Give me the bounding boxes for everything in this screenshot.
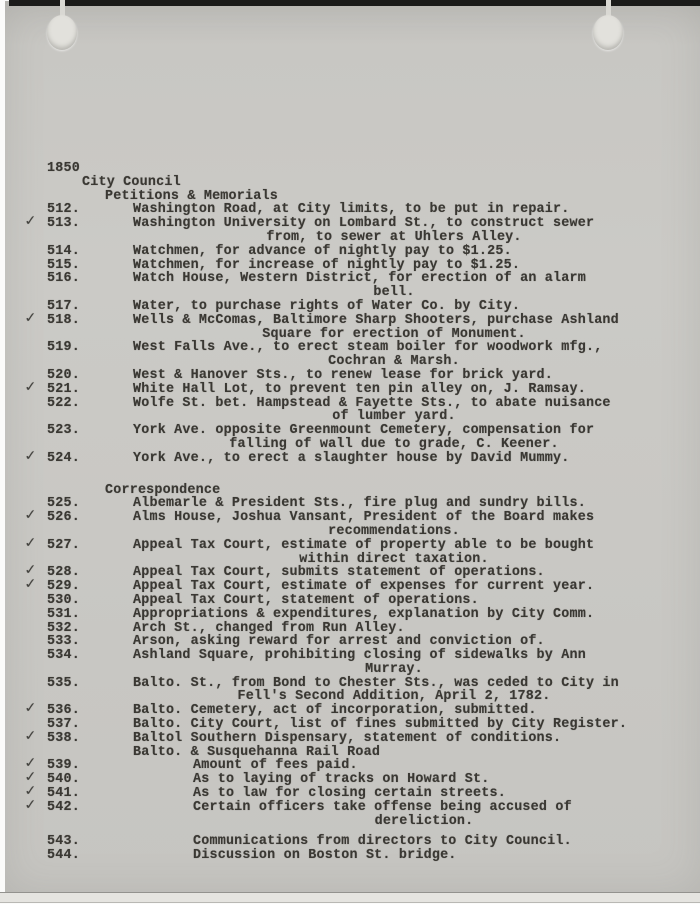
entry-number: 533. (47, 634, 80, 650)
entry-number: 524. (47, 450, 80, 466)
entry-description (133, 341, 655, 369)
entry-number: 520. (47, 367, 80, 383)
entry-row (0, 300, 700, 314)
entry-row (0, 594, 700, 608)
entry-number: 543. (47, 834, 80, 850)
entry-text-continuation: Square for erection of Monument. (262, 326, 526, 342)
entry-text: Albemarle & President Sts., fire plug and sundry bills. (133, 496, 586, 512)
checkmark-icon: ✓ (24, 309, 37, 328)
entry-row (0, 424, 700, 452)
entry-text: Appeal Tax Court, submits statement of operations. (133, 565, 545, 581)
entry-number: 517. (47, 298, 80, 314)
entry-text: Arch St., changed from Run Alley. (133, 620, 405, 636)
entry-row (0, 245, 700, 259)
entry-number: 537. (47, 717, 80, 733)
entry-text: Washington University on Lombard St., to construct sewer (133, 216, 595, 232)
binding-bar (9, 0, 700, 6)
entry-description (133, 383, 655, 397)
entry-description (133, 849, 655, 863)
entry-number: 544. (47, 848, 80, 864)
entry-description (133, 732, 655, 746)
entry-description (133, 369, 655, 383)
entry-row (0, 447, 700, 466)
entry-number: 519. (47, 340, 80, 356)
checkmark-icon: ✓ (24, 575, 37, 594)
entry-text: White Hall Lot, to prevent ten pin alley on, J. Ramsay. (133, 381, 586, 397)
entry-text: Certain officers take offense being accused of (193, 799, 572, 815)
entry-row (0, 796, 700, 829)
entry-text: Appropriations & expenditures, explanation by City Comm. (133, 606, 595, 622)
entry-text: Wells & McComas, Baltimore Sharp Shooters, purchase Ashland (133, 312, 619, 328)
entry-text: Discussion on Boston St. bridge. (193, 848, 457, 864)
entry-description (133, 787, 655, 801)
entry-number: 528. (47, 565, 80, 581)
entry-text: York Ave. opposite Greenmount Cemetery, compensation for (133, 423, 595, 439)
entry-text: Arson, asking reward for arrest and conviction of. (133, 634, 545, 650)
entry-description (133, 424, 655, 452)
entry-description (133, 217, 655, 245)
entry-number: 538. (47, 730, 80, 746)
checkmark-icon: ✓ (24, 506, 37, 525)
entry-description (133, 300, 655, 314)
entry-description (133, 773, 655, 787)
entry-text: Watch House, Western District, for erection of an alarm (133, 271, 586, 287)
entry-text: Appeal Tax Court, statement of operations. (133, 592, 479, 608)
entry-text: Amount of fees paid. (193, 758, 358, 774)
entry-row (0, 677, 700, 705)
entry-number: 513. (47, 216, 80, 232)
entry-text: Watchmen, for increase of nightly pay to $1.25. (133, 257, 521, 273)
entry-text-continuation: recommendations. (328, 523, 460, 539)
entry-row (0, 341, 700, 369)
entry-text-continuation: bell. (373, 285, 415, 301)
checkmark-icon: ✓ (24, 447, 37, 466)
entry-row (0, 575, 700, 595)
entry-text: Watchmen, for advance of nightly pay to $1.25. (133, 243, 512, 259)
entry-description (133, 539, 655, 567)
entry-description (133, 511, 655, 539)
entry-row (0, 608, 700, 622)
entry-number: 530. (47, 592, 80, 608)
checkmark-icon: ✓ (24, 561, 37, 580)
entry-text: Alms House, Joshua Vansant, President of the Board makes (133, 510, 595, 526)
section-heading: Correspondence (105, 482, 221, 498)
document-body (0, 162, 700, 863)
entry-number: 539. (47, 758, 80, 774)
entry-text-continuation: of lumber yard. (332, 409, 456, 425)
entry-number: 535. (47, 675, 80, 691)
entry-number: 515. (47, 257, 80, 273)
entry-description (133, 594, 655, 608)
entry-row (0, 506, 700, 539)
checkmark-icon: ✓ (24, 782, 37, 801)
checkmark-icon: ✓ (24, 378, 37, 397)
entry-number: 536. (47, 703, 80, 719)
entry-number: 516. (47, 271, 80, 287)
entry-number: 526. (47, 510, 80, 526)
entry-number: 523. (47, 423, 80, 439)
entry-description (133, 801, 655, 829)
checkmark-icon: ✓ (24, 796, 37, 815)
entry-number: 512. (47, 202, 80, 218)
entry-number: 529. (47, 579, 80, 595)
entry-row (0, 699, 700, 719)
entry-row (0, 727, 700, 746)
entry-text-continuation: from, to sewer at Uhlers Alley. (266, 229, 522, 245)
entry-text: Ashland Square, prohibiting closing of sidewalks by Ann (133, 648, 586, 664)
entry-text: Water, to purchase rights of Water Co. by City. (133, 298, 521, 314)
sections-container (0, 190, 700, 863)
checkmark-icon: ✓ (24, 699, 37, 718)
entry-number: 514. (47, 243, 80, 259)
page-bottom-edge (0, 892, 700, 903)
entry-number: 540. (47, 772, 80, 788)
entry-row (0, 272, 700, 300)
entry-row (0, 649, 700, 677)
entry-text-continuation: Cochran & Marsh. (328, 354, 460, 370)
entry-text-continuation: Fell's Second Addition, April 2, 1782. (237, 689, 551, 705)
entry-number: 534. (47, 648, 80, 664)
entry-text: Appeal Tax Court, estimate of property able to be bought (133, 537, 595, 553)
entry-number: 542. (47, 799, 80, 815)
punch-hole-right (593, 15, 623, 50)
entry-row (0, 378, 700, 397)
entry-text-continuation: within direct taxation. (299, 551, 489, 567)
entry-row (0, 768, 700, 788)
entry-description (133, 397, 655, 425)
entry-text: Balto. & Susquehanna Rail Road (133, 744, 381, 760)
entry-text: West Falls Ave., to erect steam boiler for woodwork mfg., (133, 340, 603, 356)
page-title: City Council (82, 174, 181, 190)
entry-number: 532. (47, 620, 80, 636)
entry-description (133, 452, 655, 466)
entry-text-continuation: Murray. (365, 661, 423, 677)
entry-text: Balto. Cemetery, act of incorporation, submitted. (133, 703, 537, 719)
entry-description (133, 608, 655, 622)
entry-number: 527. (47, 537, 80, 553)
punch-hole-left (47, 15, 77, 50)
entry-description (133, 245, 655, 259)
entry-row (0, 718, 700, 732)
entry-text-continuation: falling of wall due to grade, C. Keener. (229, 436, 559, 452)
entry-row (0, 782, 700, 802)
entry-row (0, 309, 700, 342)
entry-text: Wolfe St. bet. Hampstead & Fayette Sts., to abate nuisance (133, 395, 611, 411)
entry-number: 541. (47, 786, 80, 802)
entry-description (133, 580, 655, 594)
entry-row (0, 534, 700, 567)
entry-text: Appeal Tax Court, estimate of expenses for current year. (133, 579, 595, 595)
section-heading: Petitions & Memorials (105, 188, 278, 204)
entry-description (133, 314, 655, 342)
entry-row (0, 212, 700, 245)
checkmark-icon: ✓ (24, 754, 37, 773)
entry-description (133, 649, 655, 677)
entry-description (133, 718, 655, 732)
entry-text: West & Hanover Sts., to renew lease for brick yard. (133, 367, 554, 383)
checkmark-icon: ✓ (24, 727, 37, 746)
entry-row (0, 369, 700, 383)
entry-number: 531. (47, 606, 80, 622)
entry-text-continuation: dereliction. (374, 813, 474, 829)
entry-text: As to law for closing certain streets. (193, 786, 506, 802)
year-label: 1850 (47, 161, 80, 176)
entry-text: Communications from directors to City Council. (193, 834, 572, 850)
entry-text: Balto. City Court, list of fines submitted by City Register. (133, 717, 628, 733)
entry-text: Balto. St., from Bond to Chester Sts., was ceded to City in (133, 675, 619, 691)
entry-number: 518. (47, 312, 80, 328)
entry-text: York Ave., to erect a slaughter house by David Mummy. (133, 450, 570, 466)
entry-description (133, 677, 655, 705)
checkmark-icon: ✓ (24, 534, 37, 553)
entry-number: 522. (47, 395, 80, 411)
entry-row (0, 397, 700, 425)
entry-text: Baltol Southern Dispensary, statement of conditions. (133, 730, 562, 746)
entry-text: As to laying of tracks on Howard St. (193, 772, 490, 788)
checkmark-icon: ✓ (24, 768, 37, 787)
checkmark-icon: ✓ (24, 212, 37, 231)
entry-description (133, 272, 655, 300)
entry-text: Washington Road, at City limits, to be put in repair. (133, 202, 570, 218)
entry-row (0, 849, 700, 863)
entry-number: 525. (47, 496, 80, 512)
entry-number: 521. (47, 381, 80, 397)
entry-description (133, 704, 655, 718)
